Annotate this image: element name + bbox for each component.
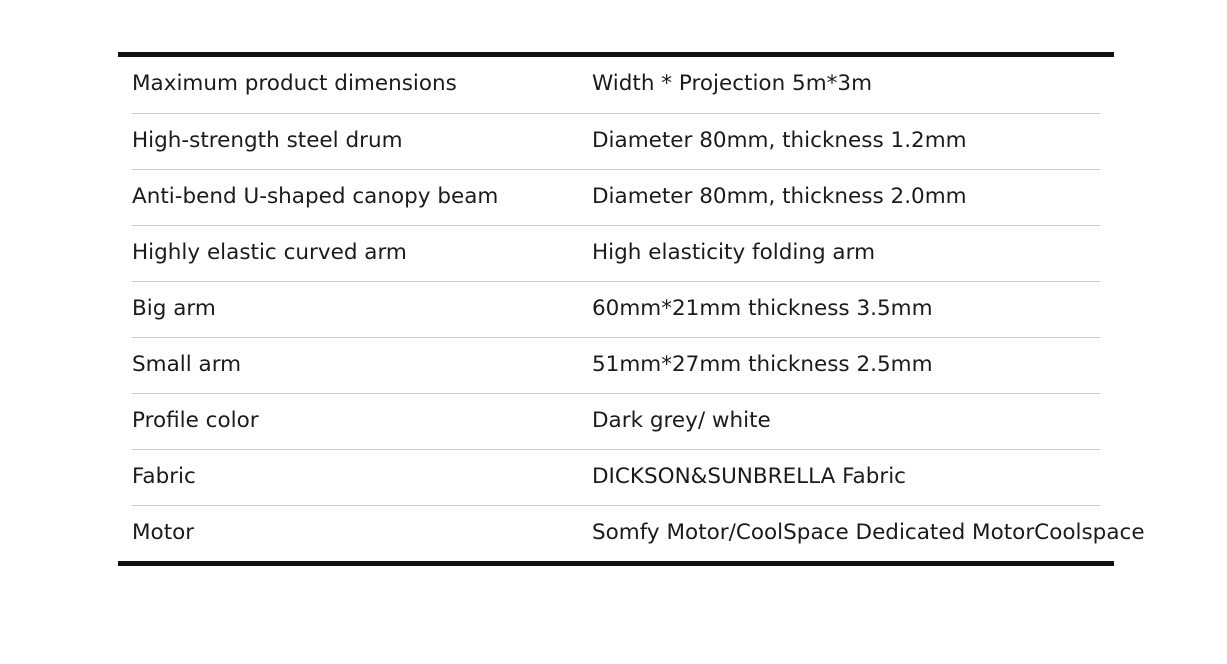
table-row <box>132 113 1100 169</box>
spec-value: Width * Projection 5m*3m <box>592 71 873 97</box>
spec-value: Diameter 80mm, thickness 1.2mm <box>592 113 1100 169</box>
specification-table <box>132 57 1145 561</box>
spec-value: Diameter 80mm, thickness 2.0mm <box>592 169 1100 225</box>
spec-value: Somfy Motor/CoolSpace Dedicated MotorCoolspace <box>592 505 1100 561</box>
spec-label: Anti-bend U-shaped canopy beam <box>132 169 592 225</box>
spec-label: Maximum product dimensions <box>132 71 457 97</box>
spec-value: High elasticity folding arm <box>592 225 1100 281</box>
table-bottom-rule <box>118 561 1114 566</box>
spec-label: Profile color <box>132 393 592 449</box>
spec-label: Small arm <box>132 337 592 393</box>
spec-value: 60mm*21mm thickness 3.5mm <box>592 281 1100 337</box>
table-row <box>132 393 1100 449</box>
table-row <box>132 337 1100 393</box>
spec-value: 51mm*27mm thickness 2.5mm <box>592 337 1100 393</box>
table-row <box>132 505 1100 561</box>
table-row <box>132 225 1100 281</box>
spec-label: Motor <box>132 505 592 561</box>
table-row <box>132 449 1100 505</box>
spec-value: DICKSON&SUNBRELLA Fabric <box>592 449 1100 505</box>
table-row <box>132 169 1100 225</box>
spec-label: Big arm <box>132 281 592 337</box>
spec-label: High-strength steel drum <box>132 113 592 169</box>
spec-value: Dark grey/ white <box>592 393 1100 449</box>
table-row <box>132 281 1100 337</box>
spec-label: Fabric <box>132 449 592 505</box>
table-body <box>132 57 1145 561</box>
specification-sheet <box>118 52 1145 566</box>
table-row <box>132 57 1100 113</box>
spec-label: Highly elastic curved arm <box>132 225 592 281</box>
